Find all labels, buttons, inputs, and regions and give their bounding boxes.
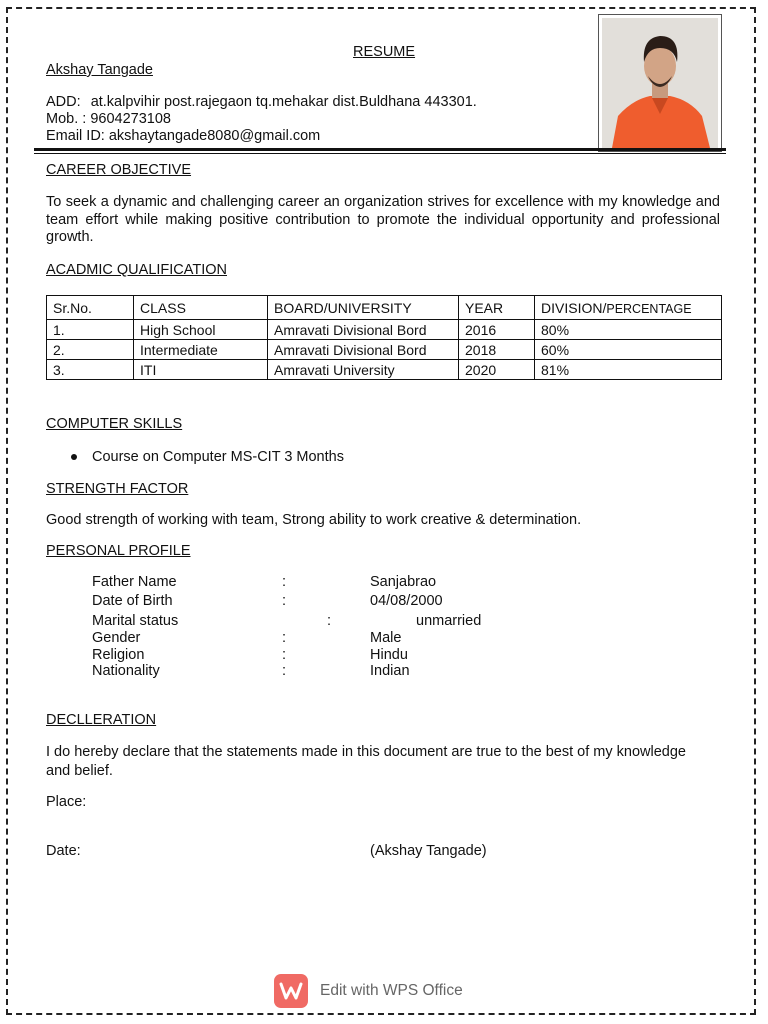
col-header-division	[535, 296, 722, 320]
col-header-year: YEAR	[459, 296, 535, 320]
cell-class: Intermediate	[134, 340, 268, 360]
wps-edit-label: Edit with WPS Office	[320, 982, 463, 999]
percentage-label: PERCENTAGE	[606, 301, 692, 316]
cell-srno: 1.	[47, 320, 134, 340]
career-title: CAREER OBJECTIVE	[46, 162, 192, 178]
profile-separator: :	[282, 574, 287, 590]
cell-year: 2020	[459, 360, 535, 380]
profile-photo	[598, 14, 722, 152]
profile-title: PERSONAL PROFILE	[46, 543, 191, 559]
wps-edit-banner[interactable]	[274, 974, 463, 1008]
strength-title: STRENGTH FACTOR	[46, 481, 189, 497]
mobile-line: Mob. : 9604273108	[46, 111, 171, 127]
address-value: at.kalpvihir post.rajegaon tq.mehakar dist.Buldhana 443301.	[90, 94, 477, 110]
career-text: To seek a dynamic and challenging career an organization strives for excellence with my knowledge and team effort while making positive contribution to promote the individual opportunity and professional growth.	[46, 194, 720, 245]
col-header-class: CLASS	[134, 296, 268, 320]
skill-item: Course on Computer MS-CIT 3 Months	[92, 449, 344, 465]
table-header-row	[47, 296, 722, 320]
declaration-text: I do hereby declare that the statements made in this document are true to the best of my knowledge and belief.	[46, 744, 686, 779]
declaration-title: DECLLERATION	[46, 712, 157, 728]
cell-class: ITI	[134, 360, 268, 380]
profile-value-dob: 04/08/2000	[370, 593, 443, 609]
strength-text: Good strength of working with team, Strong ability to work creative & determination.	[46, 512, 582, 528]
profile-separator: :	[282, 593, 287, 609]
col-header-board: BOARD/UNIVERSITY	[268, 296, 459, 320]
profile-label-father: Father Name	[92, 574, 177, 590]
cell-percentage: 80%	[535, 320, 722, 340]
email-line: Email ID: akshaytangade8080@gmail.com	[46, 128, 321, 144]
profile-value-religion: Hindu	[370, 647, 408, 663]
cell-percentage: 60%	[535, 340, 722, 360]
profile-label-religion: Religion	[92, 647, 145, 663]
education-title: ACADMIC QUALIFICATION	[46, 262, 227, 278]
date-label: Date:	[46, 843, 81, 859]
cell-board: Amravati University	[268, 360, 459, 380]
cell-board: Amravati Divisional Bord	[268, 320, 459, 340]
resume-heading: RESUME	[353, 44, 416, 60]
cell-board: Amravati Divisional Bord	[268, 340, 459, 360]
profile-label-dob: Date of Birth	[92, 593, 173, 609]
profile-separator: :	[282, 663, 287, 679]
header-divider-thin	[34, 153, 726, 154]
signature-name: (Akshay Tangade)	[370, 843, 487, 859]
page-border	[6, 7, 756, 1015]
cell-year: 2016	[459, 320, 535, 340]
table-row	[47, 360, 722, 380]
profile-label-gender: Gender	[92, 630, 141, 646]
cell-srno: 2.	[47, 340, 134, 360]
profile-separator: :	[282, 630, 287, 646]
profile-separator: :	[327, 613, 332, 629]
candidate-name: Akshay Tangade	[46, 62, 153, 78]
profile-separator: :	[282, 647, 287, 663]
cell-srno: 3.	[47, 360, 134, 380]
cell-year: 2018	[459, 340, 535, 360]
skills-title: COMPUTER SKILLS	[46, 416, 183, 432]
profile-value-father: Sanjabrao	[370, 574, 437, 590]
address-line	[46, 94, 477, 110]
profile-label-nationality: Nationality	[92, 663, 160, 679]
profile-value-gender: Male	[370, 630, 402, 646]
table-row	[47, 320, 722, 340]
place-label: Place:	[46, 794, 87, 810]
profile-label-marital: Marital status	[92, 613, 179, 629]
wps-logo-icon	[274, 974, 308, 1008]
header-divider-thick	[34, 148, 726, 151]
address-label: ADD:	[46, 94, 81, 110]
cell-class: High School	[134, 320, 268, 340]
bullet-icon	[71, 454, 77, 460]
cell-percentage: 81%	[535, 360, 722, 380]
profile-value-marital: unmarried	[416, 613, 482, 629]
division-label: DIVISION/	[541, 299, 607, 316]
col-header-srno: Sr.No.	[47, 296, 134, 320]
education-table	[46, 295, 722, 380]
table-row	[47, 340, 722, 360]
person-photo-icon	[602, 18, 718, 148]
profile-value-nationality: Indian	[370, 663, 410, 679]
